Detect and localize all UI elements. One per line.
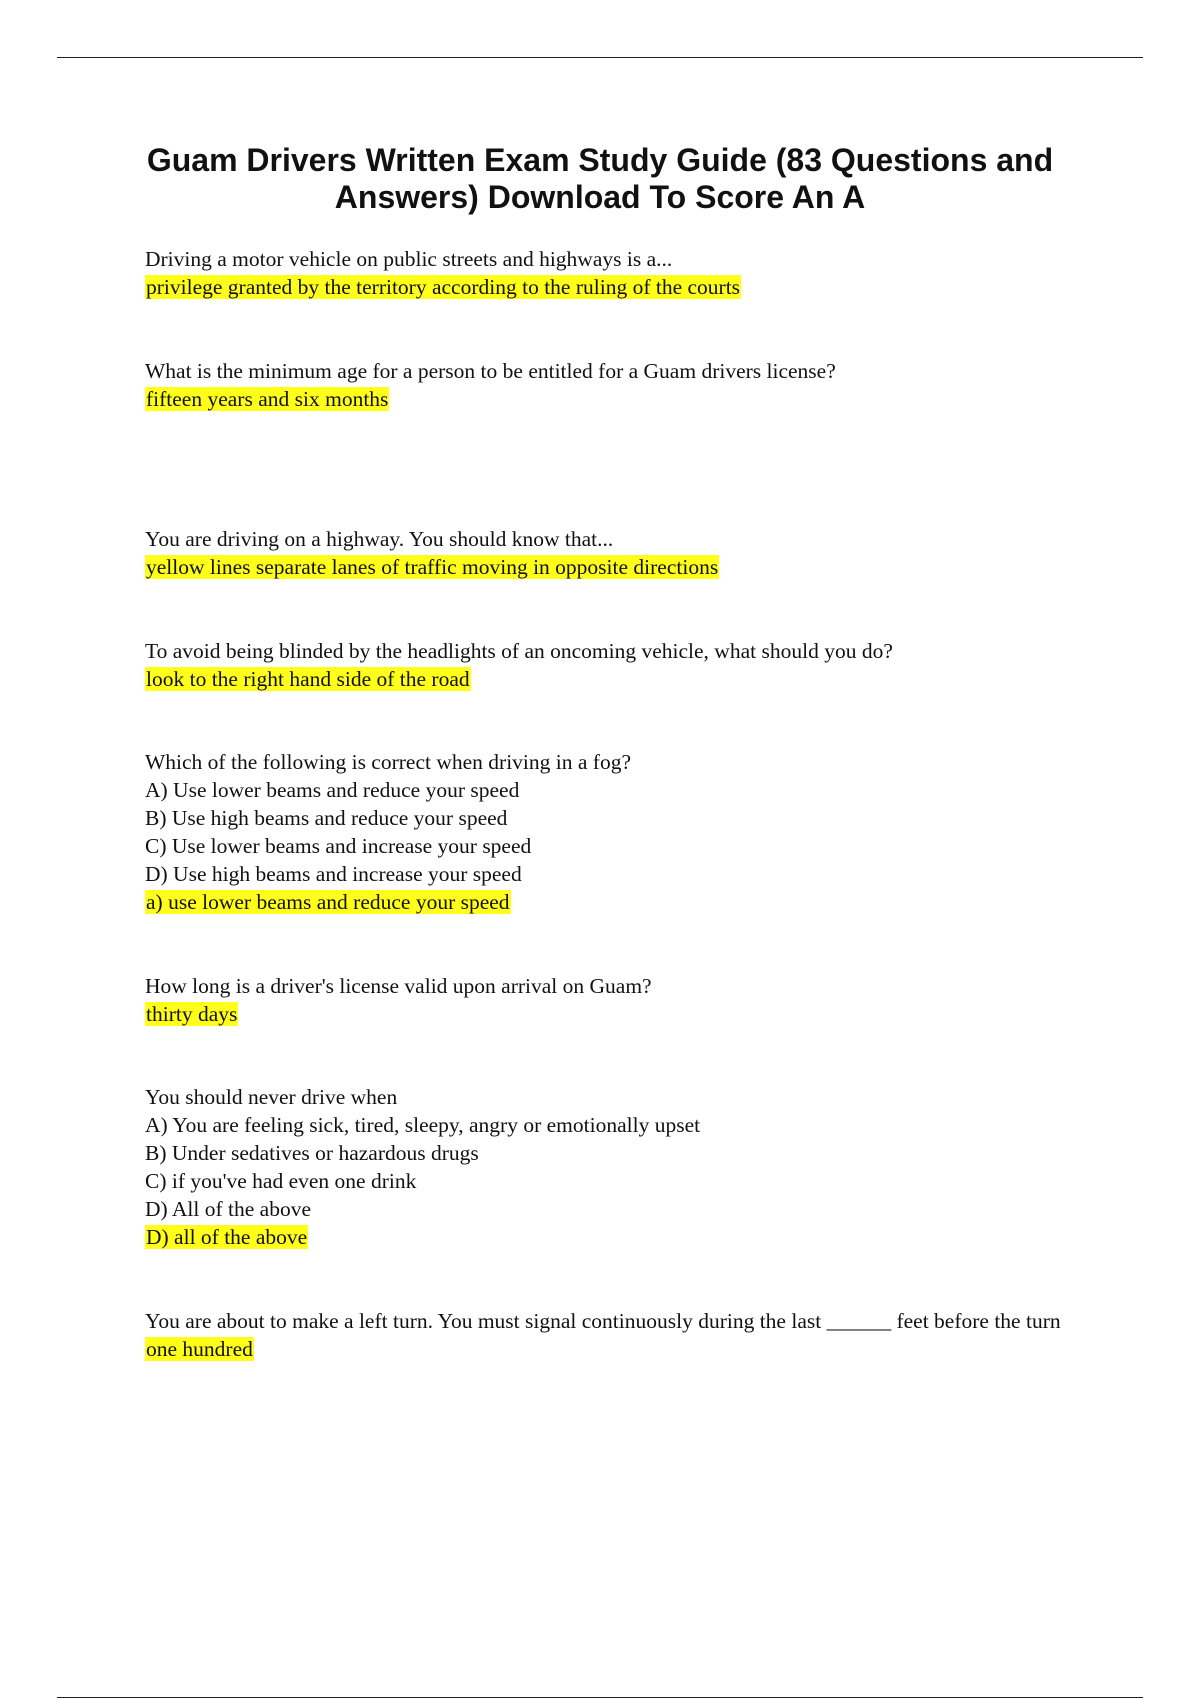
answer-highlight: yellow lines separate lanes of traffic moving in opposite directions [146,555,719,579]
question-text: To avoid being blinded by the headlights of an oncoming vehicle, what should you do? [145,639,893,663]
question-text: What is the minimum age for a person to be entitled for a Guam drivers license? [145,359,836,383]
question-text: Which of the following is correct when driving in a fog? [145,750,631,774]
question-text: Driving a motor vehicle on public streets and highways is a... [145,247,673,271]
qa-item-5 [145,748,1065,916]
question-text: How long is a driver's license valid upon arrival on Guam? [145,974,652,998]
qa-item-6 [145,972,1065,1028]
answer-highlight: look to the right hand side of the road [146,667,470,691]
bottom-rule [57,1697,1143,1698]
qa-item-1 [145,245,1065,301]
option-b: B) Use high beams and reduce your speed [145,806,508,830]
answer-highlight: thirty days [146,1002,238,1026]
option-a: A) Use lower beams and reduce your speed [145,778,520,802]
option-c: C) if you've had even one drink [145,1169,417,1193]
qa-item-8 [145,1307,1065,1363]
option-a: A) You are feeling sick, tired, sleepy, angry or emotionally upset [145,1113,701,1137]
answer-highlight: D) all of the above [146,1225,308,1249]
answer-highlight: one hundred [146,1337,253,1361]
question-text: You should never drive when [145,1085,398,1109]
qa-item-2 [145,357,1065,413]
option-d: D) Use high beams and increase your speed [145,862,522,886]
qa-item-3 [145,525,1065,581]
question-text: You are about to make a left turn. You must signal continuously during the last ______ feet before the turn [145,1309,1061,1333]
answer-highlight: fifteen years and six months [146,387,389,411]
document-title: Guam Drivers Written Exam Study Guide (83 Questions and Answers) Download To Score An A [146,142,1054,215]
option-c: C) Use lower beams and increase your speed [145,834,532,858]
answer-highlight: a) use lower beams and reduce your speed [146,890,510,914]
option-b: B) Under sedatives or hazardous drugs [145,1141,479,1165]
qa-item-4 [145,637,1065,693]
answer-highlight: privilege granted by the territory according to the ruling of the courts [146,275,741,299]
qa-item-7 [145,1083,1065,1251]
question-text: You are driving on a highway. You should know that... [145,527,614,551]
option-d: D) All of the above [145,1197,311,1221]
top-rule [57,57,1143,58]
